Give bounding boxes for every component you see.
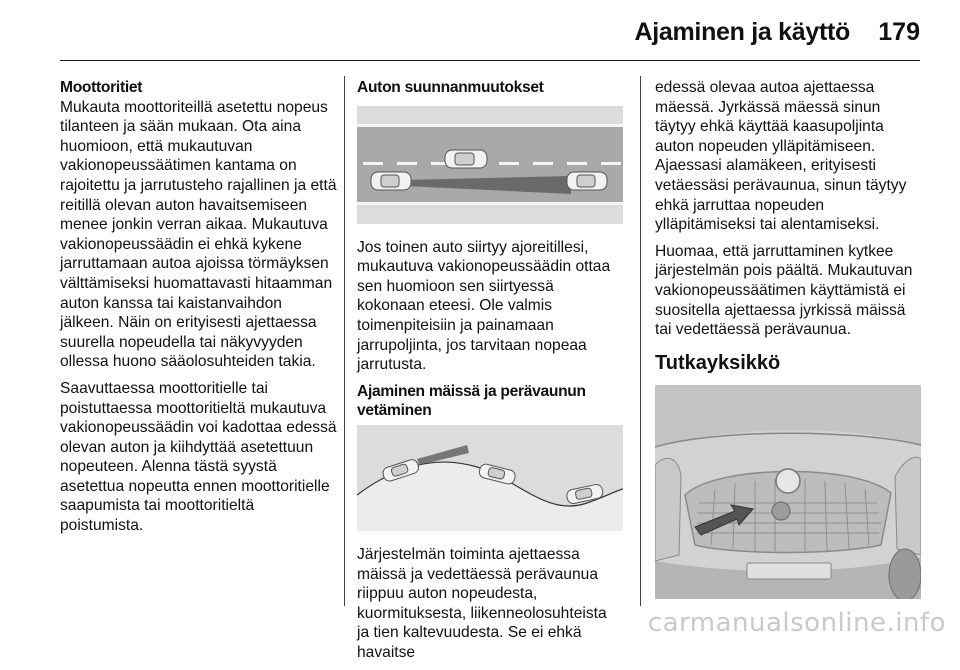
chapter-title: Ajaminen ja käyttö: [634, 18, 850, 46]
column-3: [655, 78, 923, 599]
paragraph: Mukauta moottoriteillä asetettu nopeus tilanteen ja sään mukaan. Ota aina huomioon, että mukautuvan vakionopeussäätimen kantama on rajoitettu ja jarrutusteho rajallinen ja että reitillä olevan auton havaitsemiseen menee jonkin verran aikaa. Mukautuva vakionopeussäädin ei ehkä kykene jarruttamaan autoa ajoissa törmäyksen välttämiseksi huomattavasti hitaamman auton kanssa tai kaistanvaihdon jälkeen. Näin on erityisesti ajettaessa suurella nopeudella tai näkyvyyden ollessa huono sääolosuhteiden takia.: [60, 98, 337, 371]
number-plate-area: [747, 563, 831, 579]
lane-change-illustration: [357, 106, 623, 224]
section-heading-hills-trailer: Ajaminen mäissä ja perävaunun vetäminen: [357, 382, 586, 420]
car-changing-lane: [445, 150, 487, 168]
page-number: 179: [878, 18, 920, 46]
brand-emblem: [776, 469, 800, 493]
page-header: [0, 0, 960, 62]
column-divider-2: [640, 76, 641, 606]
right-headlight-area: [895, 458, 921, 556]
wheel: [889, 549, 921, 599]
section-heading-motorways: Moottoritiet: [60, 79, 143, 96]
column-divider-1: [344, 76, 345, 606]
hill-driving-illustration: [357, 425, 623, 531]
paragraph: Huomaa, että jarruttaminen kytkee järjestelmän pois päältä. Mukautuvan vakionopeussäätimen käyttämistä ei suositella ajettaessa jyrkissä mäissä tai vedettäessä perävaunua.: [655, 242, 913, 339]
paragraph: Jos toinen auto siirtyy ajoreitillesi, mukautuva vakionopeussäädin ottaa sen huomioon sen siirtyessä kokonaan eteesi. Ole valmis toimenpiteisiin ja painamaan jarrupoljinta, jos tarvitaan nopeaa jarrutusta.: [357, 238, 611, 374]
paragraph: Järjestelmän toiminta ajettaessa mäissä ja vedettäessä perävaunua riippuu auton nopeudesta, kuormituksesta, liikenneolosuhteista ja tien kaltevuudesta. Se ei ehkä havaitse: [357, 545, 607, 661]
header-divider: [60, 60, 920, 61]
road-edge-top: [357, 124, 623, 127]
car-front: [567, 172, 607, 190]
paragraph: Saavuttaessa moottoritielle tai poistuttaessa moottoritieltä mukautuva vakionopeussäädin voi kadottaa edessä olevan auton ja kiihdyttää asetettuun nopeuteen. Alenna tästä syystä asetettua nopeutta ennen moottoritielle saapumista tai moottoritieltä poistumista.: [60, 379, 337, 535]
watermark: carmanualsonline.info: [647, 608, 946, 638]
section-heading-lane-changes: Auton suunnanmuutokset: [357, 79, 544, 96]
paragraph: edessä olevaa autoa ajettaessa mäessä. Jyrkässä mäessä sinun täytyy ehkä käyttää kaasupoljinta auton nopeuden ylläpitämiseen. Ajaessasi alamäkeen, erityisesti vetäessäsi perävaunua, sinun täytyy ehkä jarruttaa nopeuden ylläpitämiseksi tai alentamiseksi.: [655, 79, 907, 234]
column-1: [60, 78, 338, 543]
section-heading-radar-unit: Tutkayksikkö: [655, 351, 781, 374]
radar-sensor: [772, 502, 790, 520]
car-rear: [371, 172, 411, 190]
radar-unit-photo: [655, 385, 921, 599]
column-2: [357, 78, 623, 670]
left-headlight-area: [655, 459, 681, 562]
road-edge-bottom: [357, 202, 623, 205]
